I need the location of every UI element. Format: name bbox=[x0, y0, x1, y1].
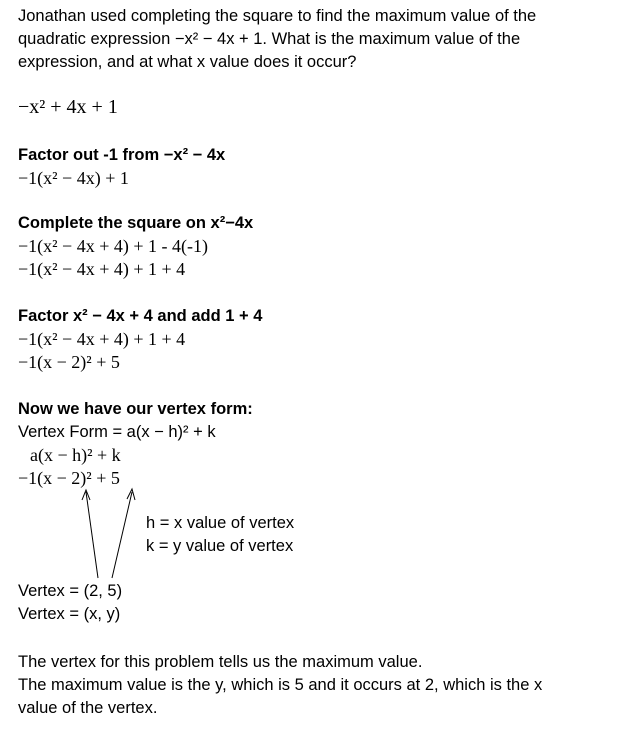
k-note: k = y value of vertex bbox=[146, 537, 294, 555]
step1-line: −1(x² − 4x) + 1 bbox=[18, 168, 129, 188]
step1-heading: Factor out -1 from −x² − 4x bbox=[18, 146, 226, 164]
question-line-1: Jonathan used completing the square to find the maximum value of the bbox=[18, 7, 537, 25]
vertex-heading: Now we have our vertex form: bbox=[18, 400, 253, 418]
vertex-specific-form: −1(x − 2)² + 5 bbox=[18, 468, 120, 488]
question-line-2: quadratic expression −x² − 4x + 1. What is the maximum value of the bbox=[18, 30, 521, 48]
k-arrow bbox=[112, 492, 132, 578]
conclusion-line-2: The maximum value is the y, which is 5 and it occurs at 2, which is the x bbox=[18, 676, 543, 694]
vertex-form-line: Vertex Form = a(x − h)² + k bbox=[18, 423, 216, 441]
conclusion-line-1: The vertex for this problem tells us the maximum value. bbox=[18, 653, 423, 671]
step2-line-2: −1(x² − 4x + 4) + 1 + 4 bbox=[18, 259, 186, 279]
step3-line-1: −1(x² − 4x + 4) + 1 + 4 bbox=[18, 329, 186, 349]
h-note: h = x value of vertex bbox=[146, 514, 295, 532]
vertex-values: Vertex = (2, 5) bbox=[18, 582, 123, 600]
question-line-3: expression, and at what x value does it occur? bbox=[18, 53, 357, 71]
original-expression: −x² + 4x + 1 bbox=[18, 96, 118, 118]
conclusion-line-3: value of the vertex. bbox=[18, 699, 158, 717]
h-arrow bbox=[86, 492, 98, 578]
step3-heading: Factor x² − 4x + 4 and add 1 + 4 bbox=[18, 307, 263, 325]
step2-heading: Complete the square on x²−4x bbox=[18, 214, 254, 232]
vertex-general-form: a(x − h)² + k bbox=[30, 445, 121, 465]
step2-line-1: −1(x² − 4x + 4) + 1 - 4(-1) bbox=[18, 236, 208, 256]
vertex-coords: Vertex = (x, y) bbox=[18, 605, 121, 623]
step3-line-2: −1(x − 2)² + 5 bbox=[18, 352, 120, 372]
